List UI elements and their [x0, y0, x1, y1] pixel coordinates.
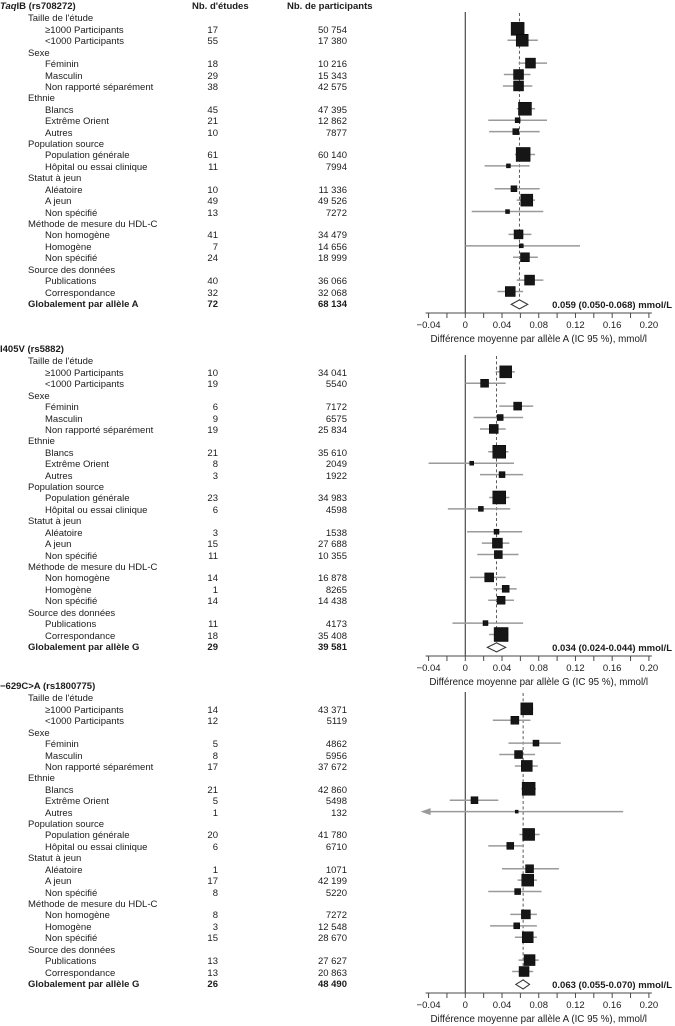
participants-value: 7272 — [325, 207, 347, 219]
forest-square — [494, 551, 502, 559]
forest-square — [481, 379, 489, 387]
group-label: Population source — [28, 482, 105, 494]
studies-value: 8 — [212, 750, 218, 762]
item-label: Extrême Orient — [45, 796, 109, 808]
studies-value: 7 — [212, 241, 218, 253]
group-label: Population source — [28, 819, 105, 831]
forest-square — [519, 244, 523, 248]
forest-square — [497, 596, 505, 604]
forest-square — [525, 58, 535, 68]
forest-square — [489, 424, 498, 433]
studies-value: 11 — [208, 619, 218, 631]
participants-value: 60 140 — [317, 150, 347, 162]
item-label: Publications — [45, 276, 97, 288]
item-label: Autres — [45, 807, 73, 819]
participants-value: 18 999 — [317, 253, 347, 265]
studies-value: 14 — [207, 596, 218, 608]
item-label: Hôpital ou essai clinique — [45, 161, 148, 173]
forest-square — [506, 164, 510, 168]
participants-value: 1538 — [325, 527, 347, 539]
forest-square — [514, 70, 524, 80]
item-label: Non rapporté séparément — [45, 81, 154, 93]
participants-value: 132 — [331, 807, 347, 819]
studies-value: 15 — [207, 933, 218, 945]
participants-value: 5498 — [325, 796, 347, 808]
x-tick-label: 0.04 — [492, 663, 512, 674]
participants-value: 8265 — [325, 584, 347, 596]
studies-value: 5 — [212, 739, 218, 751]
summary-diamond — [511, 300, 528, 309]
title-part: −629C>A (rs1800775) — [0, 681, 96, 692]
item-label: Publications — [45, 619, 97, 631]
forest-square — [497, 415, 503, 421]
participants-value: 47 395 — [317, 104, 347, 116]
x-tick-label: 0.12 — [566, 320, 585, 331]
item-label: Homogène — [45, 921, 92, 933]
forest-square — [518, 102, 531, 115]
group-label: Source des données — [28, 264, 116, 276]
item-label: Féminin — [45, 59, 79, 71]
panel-title — [0, 344, 64, 355]
overall-label: Globalement par allèle G — [28, 641, 140, 653]
forest-square — [493, 491, 506, 504]
forest-square — [524, 955, 535, 966]
item-label: Masculin — [45, 750, 83, 762]
studies-value: 29 — [207, 70, 218, 82]
participants-value: 2049 — [325, 459, 347, 471]
item-label: Blancs — [45, 447, 74, 459]
item-label: Non spécifié — [45, 887, 98, 899]
studies-value: 19 — [207, 424, 218, 436]
forest-square — [515, 751, 523, 759]
participants-value: 7994 — [325, 161, 347, 173]
studies-value: 6 — [212, 402, 218, 414]
studies-value: 6 — [212, 841, 218, 853]
participants-value: 5956 — [325, 750, 347, 762]
item-label: Correspondance — [45, 630, 116, 642]
item-label: Population générale — [45, 830, 130, 842]
studies-value: 40 — [207, 276, 218, 288]
group-label: Ethnie — [28, 773, 55, 785]
studies-value: 3 — [212, 470, 218, 482]
x-tick-label: 0.16 — [602, 1000, 622, 1011]
studies-value: 23 — [207, 493, 218, 505]
item-label: Non spécifié — [45, 550, 98, 562]
studies-value: 3 — [212, 527, 218, 539]
x-tick-label: −0.04 — [416, 320, 441, 331]
participants-value: 12 862 — [317, 116, 347, 128]
participants-value: 6710 — [325, 841, 347, 853]
participants-value: 34 041 — [317, 367, 347, 379]
forest-square — [514, 402, 522, 410]
studies-value: 55 — [207, 36, 218, 48]
column-header-studies: Nb. d'études — [192, 1, 249, 12]
forest-square — [523, 828, 535, 840]
studies-value: 12 — [207, 716, 218, 728]
forest-square — [526, 865, 534, 873]
participants-value: 10 216 — [317, 59, 347, 71]
forest-square — [506, 210, 510, 214]
group-label: Ethnie — [28, 93, 55, 105]
studies-value: 14 — [207, 573, 218, 585]
item-label: Correspondance — [45, 287, 116, 299]
forest-square — [533, 740, 539, 746]
forest-square — [507, 842, 514, 849]
item-label: Blancs — [45, 784, 74, 796]
forest-square — [500, 366, 512, 378]
title-italic-part: Taq — [0, 1, 17, 12]
item-label: Population générale — [45, 150, 130, 162]
item-label: Non rapporté séparément — [45, 424, 154, 436]
item-label: Autres — [45, 470, 73, 482]
group-label: Statut à jeun — [28, 173, 82, 185]
participants-value: 7172 — [325, 402, 347, 414]
item-label: <1000 Participants — [45, 716, 124, 728]
overall-participants-value: 48 490 — [317, 978, 347, 990]
studies-value: 8 — [212, 910, 218, 922]
studies-value: 13 — [207, 207, 218, 219]
participants-value: 14 438 — [317, 596, 347, 608]
studies-value: 15 — [207, 539, 218, 551]
item-label: A jeun — [45, 196, 72, 208]
forest-square — [483, 621, 488, 626]
studies-value: 14 — [207, 704, 218, 716]
item-label: Aléatoire — [45, 527, 83, 539]
ci-arrow-left — [421, 808, 431, 815]
item-label: Autres — [45, 127, 73, 139]
summary-ci-text: 0.059 (0.050-0.068) mmol/L — [552, 299, 672, 311]
x-tick-label: 0.20 — [639, 663, 659, 674]
x-tick-label: 0.20 — [639, 320, 659, 331]
studies-value: 8 — [212, 887, 218, 899]
forest-square — [485, 573, 494, 582]
x-tick-label: 0.16 — [602, 663, 622, 674]
x-axis-title: Différence moyenne par allèle A (IC 95 %), mmol/l — [430, 1014, 648, 1025]
forest-square — [516, 34, 528, 46]
item-label: Masculin — [45, 70, 83, 82]
overall-participants-value: 68 134 — [317, 298, 347, 310]
forest-square — [521, 703, 533, 715]
item-label: Extrême Orient — [45, 459, 109, 471]
participants-value: 34 983 — [317, 493, 347, 505]
x-tick-label: 0.04 — [492, 320, 512, 331]
x-tick-label: 0.16 — [602, 320, 622, 331]
item-label: Féminin — [45, 739, 79, 751]
studies-value: 10 — [207, 184, 218, 196]
item-label: Masculin — [45, 413, 83, 425]
x-tick-label: 0.08 — [529, 320, 548, 331]
item-label: Non spécifié — [45, 253, 98, 265]
forest-square — [499, 472, 505, 478]
forest-square — [505, 287, 515, 297]
summary-ci-text: 0.063 (0.055-0.070) mmol/L — [552, 979, 672, 991]
studies-value: 19 — [207, 379, 218, 391]
forest-square — [521, 760, 532, 771]
forest-square — [513, 129, 519, 135]
forest-square — [514, 923, 520, 929]
participants-value: 6575 — [325, 413, 347, 425]
forest-square — [520, 253, 529, 262]
participants-value: 35 408 — [317, 630, 347, 642]
x-tick-label: 0.04 — [492, 1000, 512, 1011]
item-label: Hôpital ou essai clinique — [45, 504, 148, 516]
participants-value: 25 834 — [317, 424, 347, 436]
studies-value: 24 — [207, 253, 218, 265]
studies-value: 45 — [207, 104, 218, 116]
studies-value: 38 — [207, 81, 218, 93]
participants-value: 37 672 — [317, 761, 347, 773]
forest-square — [515, 118, 520, 123]
item-label: Homogène — [45, 584, 92, 596]
x-tick-label: 0.12 — [566, 663, 585, 674]
x-axis-title: Différence moyenne par allèle G (IC 95 %), mmol/l — [429, 677, 649, 688]
item-label: Non homogène — [45, 230, 110, 242]
studies-value: 10 — [207, 127, 218, 139]
group-label: Taille de l'étude — [28, 13, 94, 25]
x-tick-label: 0 — [462, 663, 468, 674]
participants-value: 42 199 — [317, 876, 347, 888]
x-tick-label: 0.08 — [529, 1000, 548, 1011]
group-label: Population source — [28, 139, 105, 151]
group-label: Statut à jeun — [28, 853, 82, 865]
x-tick-label: 0.08 — [529, 663, 548, 674]
item-label: Extrême Orient — [45, 116, 109, 128]
studies-value: 17 — [207, 24, 218, 36]
participants-value: 41 780 — [317, 830, 347, 842]
item-label: <1000 Participants — [45, 379, 124, 391]
participants-value: 12 548 — [317, 921, 347, 933]
forest-square — [511, 22, 524, 35]
forest-square — [522, 932, 533, 943]
studies-value: 49 — [207, 196, 218, 208]
studies-value: 8 — [212, 459, 218, 471]
participants-value: 34 479 — [317, 230, 347, 242]
forest-square — [502, 585, 509, 592]
group-label: Taille de l'étude — [28, 356, 94, 368]
forest-square — [515, 810, 518, 813]
participants-value: 27 688 — [317, 539, 347, 551]
studies-value: 21 — [207, 784, 218, 796]
x-tick-label: 0.12 — [566, 1000, 585, 1011]
summary-diamond — [516, 980, 530, 989]
participants-value: 7877 — [325, 127, 347, 139]
studies-value: 61 — [207, 150, 218, 162]
participants-value: 4598 — [325, 504, 347, 516]
forest-square — [471, 797, 478, 804]
panel-title — [0, 681, 95, 692]
forest-square — [494, 529, 499, 534]
item-label: Correspondance — [45, 967, 116, 979]
forest-square — [514, 81, 524, 91]
participants-value: 20 863 — [317, 967, 347, 979]
studies-value: 11 — [208, 161, 218, 173]
studies-value: 21 — [207, 116, 218, 128]
studies-value: 10 — [207, 367, 218, 379]
forest-square — [514, 230, 523, 239]
studies-value: 20 — [207, 830, 218, 842]
x-tick-label: 0.20 — [639, 1000, 659, 1011]
studies-value: 41 — [207, 230, 218, 242]
forest-square — [493, 445, 506, 458]
item-label: A jeun — [45, 876, 72, 888]
overall-label: Globalement par allèle G — [28, 978, 140, 990]
participants-value: 28 670 — [317, 933, 347, 945]
item-label: Non rapporté séparément — [45, 761, 154, 773]
forest-square — [516, 147, 530, 161]
participants-value: 35 610 — [317, 447, 347, 459]
group-label: Sexe — [28, 390, 50, 402]
group-label: Méthode de mesure du HDL-C — [28, 898, 158, 910]
group-label: Méthode de mesure du HDL-C — [28, 561, 158, 573]
x-tick-label: −0.04 — [416, 663, 441, 674]
forest-square — [521, 910, 530, 919]
participants-value: 42 860 — [317, 784, 347, 796]
forest-square — [478, 506, 483, 511]
title-part: I405V (rs5882) — [0, 344, 64, 355]
participants-value: 15 343 — [317, 70, 347, 82]
item-label: Non spécifié — [45, 207, 98, 219]
studies-value: 1 — [212, 807, 218, 819]
item-label: Non spécifié — [45, 596, 98, 608]
item-label: Blancs — [45, 104, 74, 116]
item-label: Non spécifié — [45, 933, 98, 945]
participants-value: 49 526 — [317, 196, 347, 208]
x-axis-title: Différence moyenne par allèle A (IC 95 %), mmol/l — [430, 334, 648, 345]
studies-value: 11 — [208, 550, 218, 562]
forest-square — [525, 275, 535, 285]
group-label: Source des données — [28, 607, 116, 619]
participants-value: 10 355 — [317, 550, 347, 562]
participants-value: 5220 — [325, 887, 347, 899]
item-label: Aléatoire — [45, 864, 83, 876]
item-label: Aléatoire — [45, 184, 83, 196]
participants-value: 5540 — [325, 379, 347, 391]
item-label: Féminin — [45, 402, 79, 414]
item-label: ≥1000 Participants — [45, 704, 124, 716]
item-label: ≥1000 Participants — [45, 24, 124, 36]
participants-value: 16 878 — [317, 573, 347, 585]
item-label: Hôpital ou essai clinique — [45, 841, 148, 853]
forest-square — [511, 186, 517, 192]
item-label: Homogène — [45, 241, 92, 253]
studies-value: 21 — [207, 447, 218, 459]
forest-square — [494, 628, 508, 642]
studies-value: 5 — [212, 796, 218, 808]
panel-title — [0, 1, 76, 12]
participants-value: 17 380 — [317, 36, 347, 48]
studies-value: 1 — [212, 584, 218, 596]
x-tick-label: 0 — [462, 320, 468, 331]
studies-value: 17 — [207, 761, 218, 773]
column-header-participants: Nb. de participants — [287, 1, 373, 12]
item-label: Population générale — [45, 493, 130, 505]
participants-value: 36 066 — [317, 276, 347, 288]
studies-value: 18 — [207, 630, 218, 642]
studies-value: 9 — [212, 413, 218, 425]
x-tick-label: −0.04 — [416, 1000, 441, 1011]
overall-studies-value: 29 — [207, 641, 218, 653]
participants-value: 43 371 — [317, 704, 347, 716]
item-label: Publications — [45, 956, 97, 968]
participants-value: 5119 — [326, 716, 347, 728]
group-label: Sexe — [28, 47, 50, 59]
studies-value: 17 — [207, 876, 218, 888]
forest-square — [492, 538, 502, 548]
forest-square — [470, 461, 474, 465]
studies-value: 13 — [207, 956, 218, 968]
overall-participants-value: 39 581 — [317, 641, 347, 653]
studies-value: 3 — [212, 921, 218, 933]
participants-value: 42 575 — [317, 81, 347, 93]
forest-square — [522, 782, 535, 795]
overall-studies-value: 26 — [207, 978, 218, 990]
overall-label: Globalement par allèle A — [28, 298, 139, 310]
x-tick-label: 0 — [462, 1000, 468, 1011]
item-label: A jeun — [45, 539, 72, 551]
forest-square — [522, 874, 534, 886]
group-label: Méthode de mesure du HDL-C — [28, 218, 158, 230]
group-label: Taille de l'étude — [28, 693, 94, 705]
studies-value: 18 — [207, 59, 218, 71]
group-label: Source des données — [28, 944, 116, 956]
summary-ci-text: 0.034 (0.024-0.044) mmol/L — [552, 642, 672, 654]
group-label: Ethnie — [28, 436, 55, 448]
title-part: IB (rs708272) — [16, 1, 76, 12]
participants-value: 4173 — [325, 619, 347, 631]
forest-square — [521, 194, 533, 206]
forest-square — [519, 967, 529, 977]
item-label: ≥1000 Participants — [45, 367, 124, 379]
studies-value: 6 — [212, 504, 218, 516]
item-label: Non homogène — [45, 910, 110, 922]
participants-value: 14 656 — [317, 241, 347, 253]
studies-value: 1 — [212, 864, 218, 876]
participants-value: 11 336 — [318, 184, 347, 196]
participants-value: 32 068 — [317, 287, 347, 299]
participants-value: 1922 — [325, 470, 347, 482]
participants-value: 50 754 — [317, 24, 347, 36]
item-label: <1000 Participants — [45, 36, 124, 48]
participants-value: 7272 — [325, 910, 347, 922]
summary-diamond — [487, 643, 505, 652]
forest-square — [511, 716, 519, 724]
participants-value: 4862 — [325, 739, 347, 751]
forest-square — [515, 889, 521, 895]
group-label: Sexe — [28, 727, 50, 739]
participants-value: 1071 — [325, 864, 347, 876]
participants-value: 27 627 — [317, 956, 347, 968]
studies-value: 13 — [207, 967, 218, 979]
overall-studies-value: 72 — [207, 298, 218, 310]
item-label: Non homogène — [45, 573, 110, 585]
studies-value: 32 — [207, 287, 218, 299]
group-label: Statut à jeun — [28, 516, 82, 528]
